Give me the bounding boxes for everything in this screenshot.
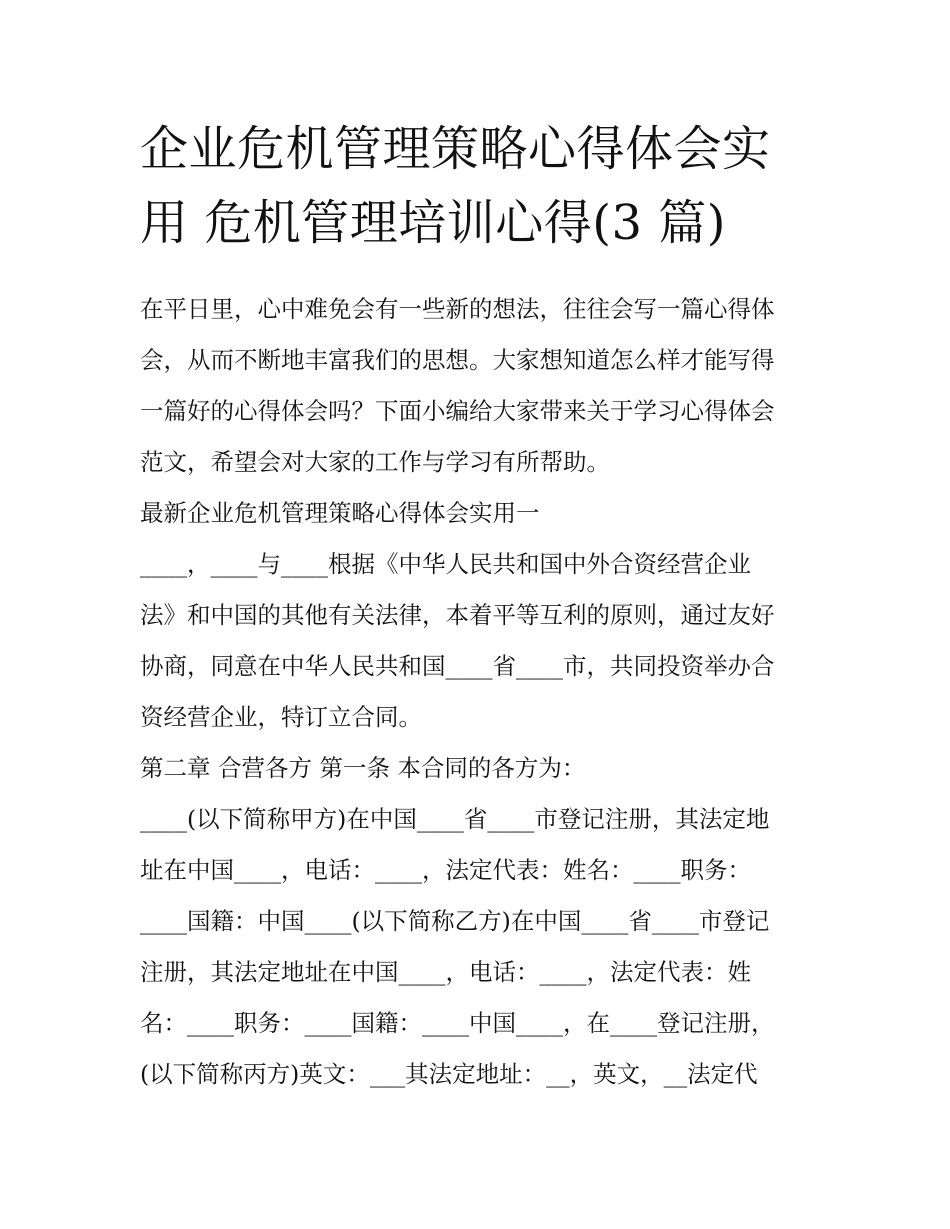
title-line-2: 用 危机管理培训心得(3 篇)	[140, 195, 727, 251]
text-line: ____(以下简称甲方)在中国____省____市登记注册，其法定地	[140, 805, 770, 833]
section-heading	[140, 488, 820, 539]
text-line: 法》和中国的其他有关法律，本着平等互利的原则，通过友好	[140, 601, 775, 629]
text-line: 名：____职务：____国籍：____中国____，在____登记注册，	[140, 1009, 775, 1037]
text-line: 址在中国____，电话：____，法定代表：姓名：____职务：	[140, 856, 751, 884]
chapter-heading	[140, 743, 820, 794]
text-line: ____国籍：中国____(以下简称乙方)在中国____省____市登记	[140, 907, 770, 935]
document-page	[140, 112, 820, 1100]
parties-paragraph	[140, 794, 820, 1100]
text-line: 在平日里，心中难免会有一些新的想法，往往会写一篇心得体	[140, 295, 775, 323]
contract-preamble	[140, 539, 820, 743]
title-line-1: 企业危机管理策略心得体会实	[140, 121, 771, 177]
document-body	[140, 284, 820, 1100]
text-line: 资经营企业，特订立合同。	[140, 703, 422, 731]
text-line: 协商，同意在中华人民共和国____省____市，共同投资举办合	[140, 652, 775, 680]
text-line: 会，从而不断地丰富我们的思想。大家想知道怎么样才能写得	[140, 346, 775, 374]
text-line: 范文，希望会对大家的工作与学习有所帮助。	[140, 448, 610, 476]
text-line: 注册，其法定地址在中国____，电话：____，法定代表：姓	[140, 958, 751, 986]
text-line: 一篇好的心得体会吗？下面小编给大家带来关于学习心得体会	[140, 397, 775, 425]
text-line: ____，____与____根据《中华人民共和国中外合资经营企业	[140, 550, 751, 578]
text-line: 第二章 合营各方 第一条 本合同的各方为：	[140, 754, 586, 782]
intro-paragraph	[140, 284, 820, 488]
document-title	[140, 112, 820, 260]
text-line: (以下简称丙方)英文：___其法定地址：__，英文，__法定代	[140, 1060, 758, 1088]
text-line: 最新企业危机管理策略心得体会实用一	[140, 499, 540, 527]
